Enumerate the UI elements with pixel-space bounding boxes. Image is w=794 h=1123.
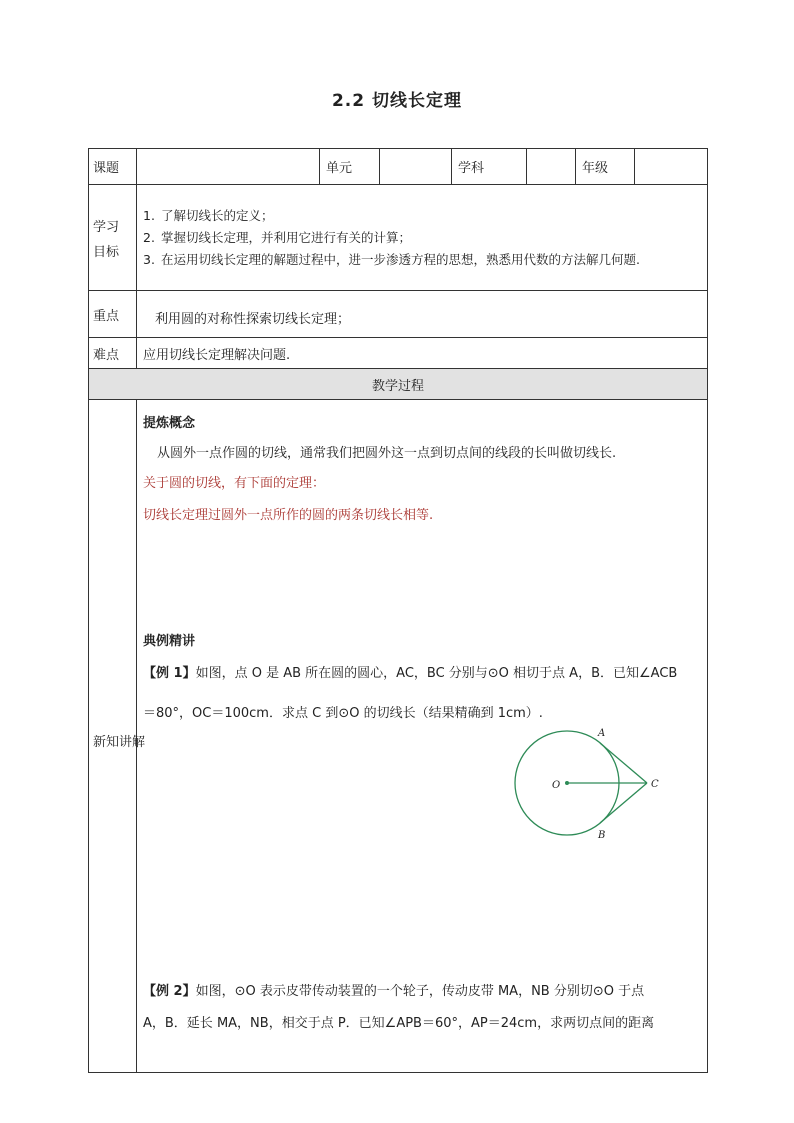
tangent-bc: [600, 783, 647, 823]
teaching-body-row: [89, 400, 708, 1073]
example2-line1: 【例 2】如图，⊙O 表示皮带传动装置的一个轮子，传动皮带 MA，NB 分别切⊙O 于点: [143, 984, 645, 999]
theorem-statement: 切线长定理过圆外一点所作的圆的两条切线长相等.: [143, 508, 434, 523]
subject-value-cell: [527, 149, 576, 185]
header-row: [89, 149, 708, 185]
difficulty-label: 难点: [89, 338, 137, 369]
key-point-label: 重点: [89, 291, 137, 338]
example2-tag: 【例 2】: [143, 984, 196, 999]
teaching-content: [143, 412, 701, 1068]
tangent-figure: [514, 723, 664, 843]
goal-item: 1. 了解切线长的定义；: [143, 207, 274, 223]
examples-heading: 典例精讲: [143, 634, 196, 649]
unit-label: 单元: [320, 149, 380, 185]
process-label: 教学过程: [89, 369, 708, 400]
label-o: O: [552, 780, 561, 791]
goals-row: [89, 185, 708, 291]
course-label: 课题: [89, 149, 137, 185]
concept-heading: 提炼概念: [143, 416, 196, 431]
key-point-text: 利用圆的对称性探索切线长定理；: [137, 291, 708, 338]
goals-label: [89, 185, 137, 291]
example2-line2: A，B．延长 MA，NB，相交于点 P．已知∠APB＝60°，AP＝24cm，求两切点间的距离: [143, 1016, 655, 1031]
example1-tag: 【例 1】: [143, 666, 196, 681]
teaching-content-cell: [137, 400, 708, 1073]
tangent-ac: [600, 743, 647, 783]
goal-item: 3. 在运用切线长定理的解题过程中，进一步渗透方程的思想，熟悉用代数的方法解几何题.: [143, 251, 640, 267]
section-label: 新知讲解: [89, 400, 137, 1073]
label-a: A: [598, 728, 606, 739]
example1-line2: ＝80°，OC＝100cm．求点 C 到⊙O 的切线长（结果精确到 1cm）.: [143, 706, 543, 721]
goals-label-line1: 学习: [93, 219, 120, 235]
lesson-plan-table: [88, 148, 708, 1073]
goals-list: [143, 205, 701, 271]
label-c: C: [651, 779, 659, 790]
unit-value-cell: [380, 149, 452, 185]
goals-content: [137, 185, 708, 291]
example1-line1: 【例 1】如图，点 O 是 AB 所在圆的圆心，AC，BC 分别与⊙O 相切于点 A，B．已知∠ACB: [143, 666, 678, 681]
difficulty-text: 应用切线长定理解决问题.: [137, 338, 708, 369]
goal-item: 2. 掌握切线长定理，并利用它进行有关的计算；: [143, 229, 412, 245]
key-point-row: [89, 291, 708, 338]
grade-value-cell: [635, 149, 708, 185]
course-value-cell: [137, 149, 320, 185]
concept-definition: 从圆外一点作圆的切线，通常我们把圆外这一点到切点间的线段的长叫做切线长.: [157, 446, 617, 461]
goals-label-line2: 目标: [93, 244, 120, 260]
difficulty-row: [89, 338, 708, 369]
center-point: [565, 781, 569, 785]
grade-label: 年级: [576, 149, 635, 185]
document-title: 2.2 切线长定理: [331, 91, 463, 111]
subject-label: 学科: [452, 149, 527, 185]
concept-intro: 关于圆的切线，有下面的定理：: [143, 476, 326, 491]
label-b: B: [598, 830, 606, 841]
process-header-row: [89, 369, 708, 400]
